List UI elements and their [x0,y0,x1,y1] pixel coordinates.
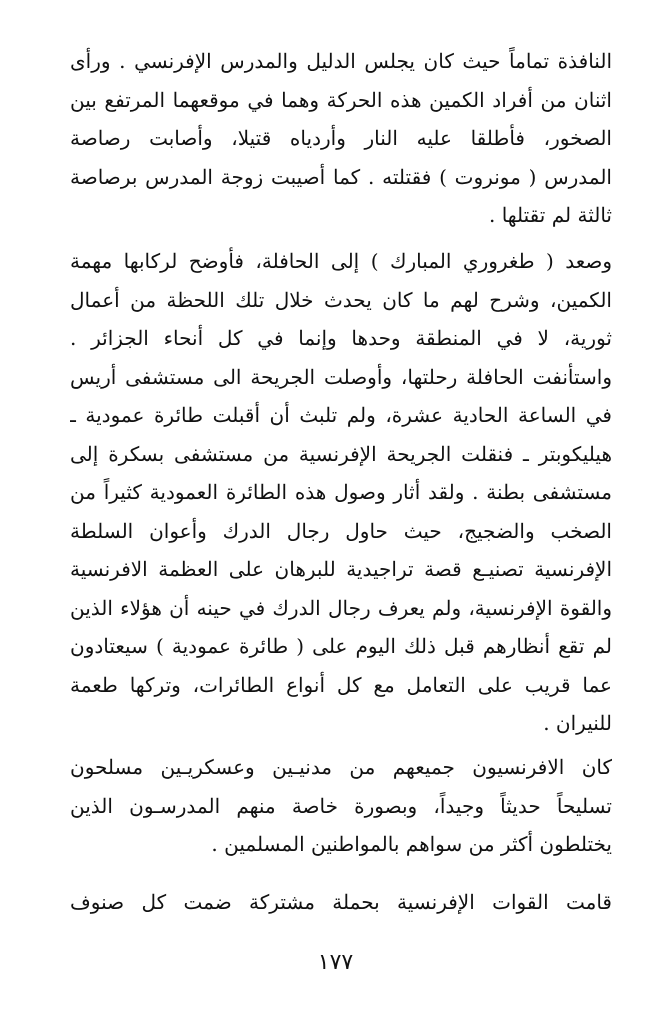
text-line: وصعد ( طغروري المبارك ) إلى الحافلة، فأوضح لركابها مهمة [70,249,612,273]
text-line: والقوة الإفرنسية، ولم يعرف رجال الدرك في حينه أن هؤلاء الذين [70,595,612,620]
page-number: ١٧٧ [317,950,354,975]
paragraph-1 [70,42,612,235]
paragraph-2 [70,242,612,743]
paragraph-3 [70,748,612,864]
text-line: الصخب والضجيج، حيث حاول رجال الدرك وأعوان السلطة [70,518,612,543]
text-line: كان الافرنسيون جميعهم من مدنيـين وعسكريـين مسلحون [70,755,612,779]
text-line: هيليكوبتر ـ فنقلت الجريحة الإفرنسية من مستشفى بسكرة إلى [70,441,612,466]
text-line: تسليحاً حديثاً وجيداً، وبصورة خاصة منهم المدرسـون الذين [70,793,612,818]
text-line: قامت القوات الإفرنسية بحملة مشتركة ضمت كل صنوف [70,890,612,914]
text-line: اثنان من أفراد الكمين هذه الحركة وهما في موقعهما المرتفع بين [70,87,612,112]
text-line: النافذة تماماً حيث كان يجلس الدليل والمدرس الإفرنسي . ورأى [70,49,612,73]
text-line: واستأنفت الحافلة رحلتها، وأوصلت الجريحة الى مستشفى أريس [70,364,612,389]
text-line: الإفرنسية تصنيـع قصة تراجيدية للبرهان على العظمة الافرنسية [70,557,612,581]
text-line: ثورية، لا في المنطقة وحدها وإنما في كل أنحاء الجزائر . [70,326,612,350]
text-line: للنيران . [543,711,612,735]
text-line: في الساعة الحادية عشرة، ولم تلبث أن أقبلت طائرة عمودية ـ [70,403,612,427]
text-line: عما قريب على التعامل مع كل أنواع الطائرات، وتركها طعمة [70,672,612,697]
text-line: المدرس ( مونروت ) فقتلته . كما أصيبت زوجة المدرس برصاصة [70,164,612,189]
text-line: يختلطون أكثر من سواهم بالمواطنين المسلمين . [211,832,612,856]
text-line: الصخور، فأطلقا عليه النار وأردياه قتيلا، وأصابت رصاصة [70,126,612,150]
text-line: مستشفى بطنة . ولقد أثار وصول هذه الطائرة العمودية كثيراً من [70,480,612,504]
paragraph-4 [70,883,612,922]
text-line: ثالثة لم تقتلها . [489,203,612,227]
text-line: لم تقع أنظارهم قبل ذلك اليوم على ( طائرة عمودية ) سيعتادون [70,634,612,658]
text-line: الكمين، وشرح لهم ما كان يحدث خلال تلك اللحظة من أعمال [70,287,612,312]
